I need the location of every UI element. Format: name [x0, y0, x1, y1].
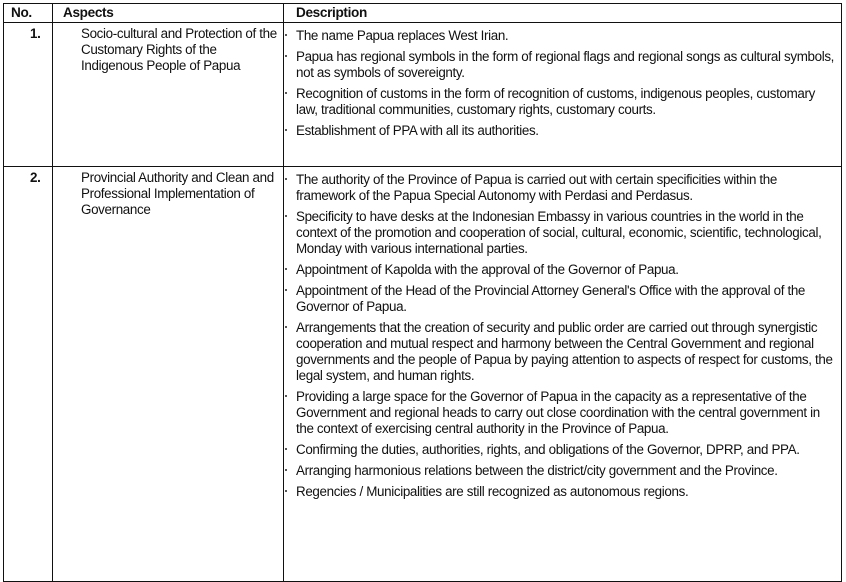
bullet-icon [285, 289, 287, 291]
description-list [284, 172, 835, 500]
table-header-row [4, 4, 842, 23]
description-text: The authority of the Province of Papua is carried out with certain specificities within the framework of the Papua Special Autonomy with Perdasi and Perdasus. [296, 172, 777, 203]
bullet-icon [285, 55, 287, 57]
bullet-icon [285, 448, 287, 450]
description-item [284, 28, 835, 44]
description-text: Establishment of PPA with all its authorities. [296, 123, 539, 138]
header-description: Description [284, 4, 842, 23]
bullet-icon [285, 490, 287, 492]
bullet-icon [285, 34, 287, 36]
description-item [284, 262, 835, 278]
table-row [4, 167, 842, 582]
header-aspects: Aspects [53, 4, 284, 23]
bullet-icon [285, 469, 287, 471]
description-item [284, 389, 835, 437]
description-text: Specificity to have desks at the Indonesian Embassy in various countries in the world in the context of the promotion and cooperation of social, cultural, economic, scientific, technological, Monday with various international parties. [296, 209, 822, 256]
description-item [284, 484, 835, 500]
row-aspect: Socio-cultural and Protection of the Customary Rights of the Indigenous People of Papua [53, 23, 284, 167]
row-description [284, 167, 842, 582]
description-text: Arrangements that the creation of security and public order are carried out through synergistic cooperation and mutual respect and harmony between the Central Government and regional governments and the people of Papua by paying attention to aspects of respect for customs, the legal system, and human rights. [296, 320, 833, 383]
description-text: Confirming the duties, authorities, rights, and obligations of the Governor, DPRP, and PPA. [296, 442, 800, 457]
row-number: 1. [4, 23, 53, 167]
bullet-icon [285, 268, 287, 270]
description-item [284, 209, 835, 257]
table-row [4, 23, 842, 167]
papua-special-autonomy-table [3, 3, 842, 582]
bullet-icon [285, 395, 287, 397]
description-item [284, 442, 835, 458]
bullet-icon [285, 326, 287, 328]
description-item [284, 320, 835, 384]
description-text: Arranging harmonious relations between the district/city government and the Province. [296, 463, 778, 478]
row-description [284, 23, 842, 167]
bullet-icon [285, 215, 287, 217]
description-item [284, 49, 835, 81]
description-item [284, 172, 835, 204]
description-item [284, 123, 835, 139]
row-number: 2. [4, 167, 53, 582]
description-text: Regencies / Municipalities are still recognized as autonomous regions. [296, 484, 689, 499]
description-text: Appointment of the Head of the Provincial Attorney General's Office with the approval of the Governor of Papua. [296, 283, 806, 314]
description-item [284, 86, 835, 118]
description-text: Providing a large space for the Governor of Papua in the capacity as a representative of the Government and regional heads to carry out close coordination with the central government in the context of exercising central authority in the Province of Papua. [296, 389, 820, 436]
bullet-icon [285, 178, 287, 180]
bullet-icon [285, 129, 287, 131]
description-item [284, 283, 835, 315]
row-aspect: Provincial Authority and Clean and Professional Implementation of Governance [53, 167, 284, 582]
bullet-icon [285, 92, 287, 94]
description-text: The name Papua replaces West Irian. [296, 28, 509, 43]
description-item [284, 463, 835, 479]
description-text: Papua has regional symbols in the form of regional flags and regional songs as cultural symbols, not as symbols of sovereignty. [296, 49, 835, 80]
header-no: No. [4, 4, 53, 23]
description-text: Appointment of Kapolda with the approval of the Governor of Papua. [296, 262, 679, 277]
description-text: Recognition of customs in the form of recognition of customs, indigenous peoples, customary law, traditional communities, customary rights, customary courts. [296, 86, 815, 117]
description-list [284, 28, 835, 139]
